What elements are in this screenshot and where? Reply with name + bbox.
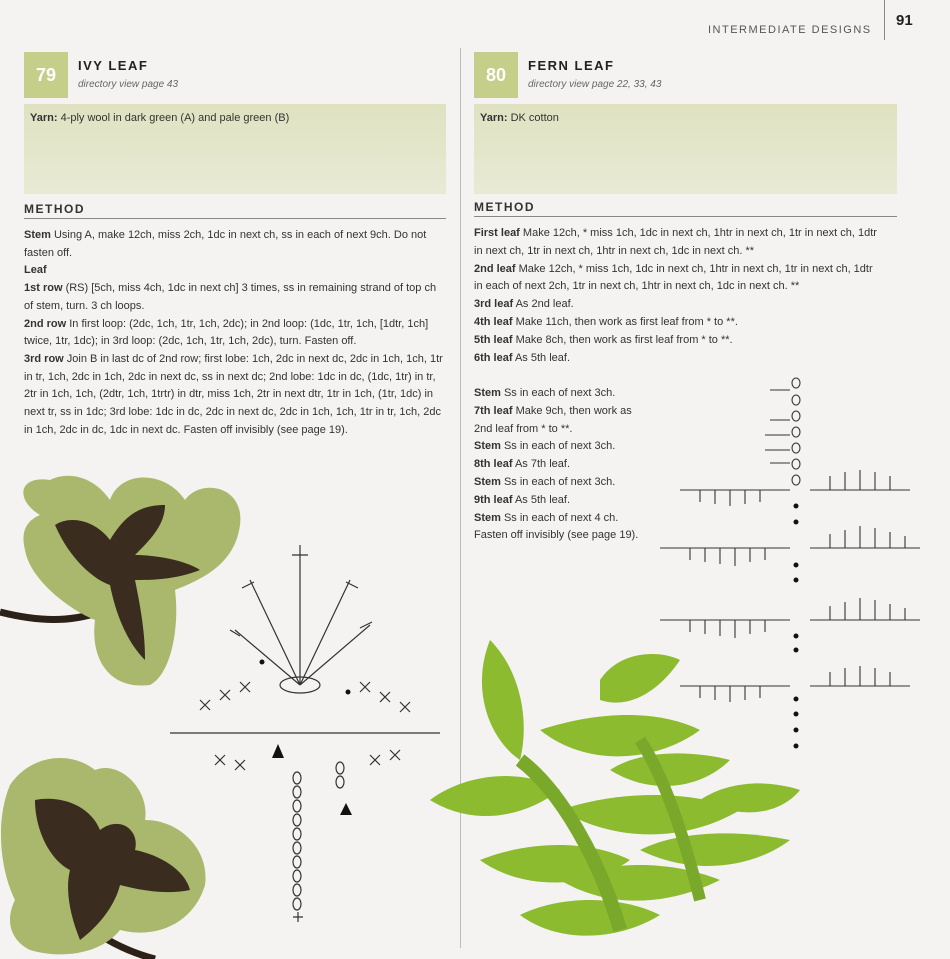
instruction-text: Make 11ch, then work as first leaf from * to **.	[512, 315, 738, 328]
instruction-label: Stem	[474, 387, 501, 399]
instruction-text: Make 9ch, then work as 2nd leaf from * to **.	[474, 404, 632, 435]
ivy-crochet-chart	[170, 545, 440, 922]
section-title: INTERMEDIATE DESIGNS	[708, 24, 872, 36]
instruction-label: Stem	[474, 440, 501, 453]
fern-leaf-rows	[660, 390, 920, 702]
instruction-text: Ss in each of next 3ch.	[500, 387, 616, 399]
ivy-leaf-photo	[1, 758, 206, 959]
instruction-text: Make 12ch, * miss 1ch, 1dc in next ch, 1htr in next ch, 1tr in next ch, 1dtr in next ch, 1tr in next ch, 1htr in next ch, 1dc in next ch. **	[474, 227, 877, 257]
chart-stem	[293, 762, 344, 922]
instruction-label: 2nd row	[24, 317, 67, 330]
yarn-label: Yarn:	[30, 112, 58, 124]
pattern-title: FERN LEAF	[528, 58, 615, 73]
yarn-text: DK cotton	[510, 112, 559, 124]
instruction-label: Stem	[474, 511, 501, 524]
instruction-label: 1st row	[24, 282, 63, 295]
yarn-label: Yarn:	[480, 112, 508, 124]
instruction-label: 9th leaf	[474, 493, 513, 506]
pattern-directory-ref: directory view page 43	[78, 79, 179, 90]
instruction-text: As 7th leaf.	[512, 458, 570, 471]
instruction-label: Stem	[24, 229, 51, 241]
pattern-number-badge: 79	[24, 52, 68, 98]
instruction-text: As 5th leaf.	[512, 493, 570, 506]
pattern-number-badge: 80	[474, 52, 518, 98]
instruction-text: As 2nd leaf.	[513, 298, 574, 311]
instruction-label: 4th leaf	[474, 315, 513, 328]
instruction-text: Make 8ch, then work as first leaf from * to **.	[512, 333, 733, 346]
instruction-label: 8th leaf	[474, 458, 513, 471]
instruction-text: Fasten off invisibly (see page 19).	[474, 529, 639, 542]
instruction-label: First leaf	[474, 227, 520, 239]
chart-stitches	[200, 682, 410, 770]
instruction-label: 7th leaf	[474, 404, 513, 417]
pattern-directory-ref: directory view page 22, 33, 43	[528, 79, 662, 90]
instruction-text: Ss in each of next 4 ch.	[500, 511, 619, 524]
instruction-text: Ss in each of next 3ch.	[500, 440, 616, 453]
page-number: 91	[896, 12, 913, 29]
method-heading: METHOD	[24, 202, 85, 216]
instruction-text: Using A, make 12ch, miss 2ch, 1dc in next ch, ss in each of next 9ch. Do not fasten off.	[24, 229, 427, 259]
chart-loops	[170, 545, 440, 733]
instruction-label: 2nd leaf	[474, 262, 516, 275]
instruction-text: Make 12ch, * miss 1ch, 1dc in next ch, 1htr in next ch, 1tr in next ch, 1dtr in each of next 2ch, 1tr in next ch, 1htr in next ch, 1dc in next ch. **	[474, 262, 873, 293]
instruction-text: Ss in each of next 3ch.	[500, 475, 616, 488]
instruction-label: 3rd leaf	[474, 298, 514, 311]
instruction-label: 3rd row	[24, 352, 64, 365]
method-heading: METHOD	[474, 200, 535, 214]
instruction-text: (RS) [5ch, miss 4ch, 1dc in next ch] 3 times, ss in remaining strand of top ch of stem, turn. 3 ch loops.	[24, 282, 437, 312]
instruction-label: Stem	[474, 475, 501, 488]
instruction-label: 6th leaf	[474, 351, 513, 364]
fern-crochet-chart	[660, 378, 920, 749]
instruction-text: As 5th leaf.	[512, 351, 570, 364]
instruction-label: 5th leaf	[474, 333, 513, 346]
fern-stem-chain	[792, 378, 800, 749]
yarn-text: 4-ply wool in dark green (A) and pale green (B)	[60, 112, 290, 124]
instruction-label: Leaf	[24, 264, 47, 277]
ivy-leaf-photo	[0, 476, 240, 686]
pattern-title: IVY LEAF	[78, 58, 149, 73]
instruction-text: Join B in last dc of 2nd row; first lobe: 1ch, 2dc in next dc, 2dc in 1ch, 1ch, 1tr in tr, 1ch, 2dc in 1ch, 2dc in next dc, ss in next dc; 2nd lobe: 1dc in dc, (1dc, 1tr) in tr, 2tr in 1ch, 1ch, (2dtr, 1ch, 1trtr) in dtr, miss 1ch, 2tr in next dtr, 1tr in 1ch, (1tr, 1dc) in next tr, ss in 1dc; 3rd lobe: 1dc in dc, 2dc in next dc, 2dc in 1ch, 1ch, 1tr in tr, 1ch, 2dc in 1ch, 2dc in dc, 1dc in next dc. Fasten off invisibly (see page 19).	[24, 352, 443, 436]
instruction-text: In first loop: (2dc, 1ch, 1tr, 1ch, 2dc); in 2nd loop: (1dc, 1tr, 1ch, [1dtr, 1ch] twice, 1tr, 1dc); in 3rd loop: (2dc, 1ch, 1tr, 1ch, 2dc), turn. Fasten off.	[24, 317, 429, 348]
fern-leaf-photo	[430, 640, 800, 936]
